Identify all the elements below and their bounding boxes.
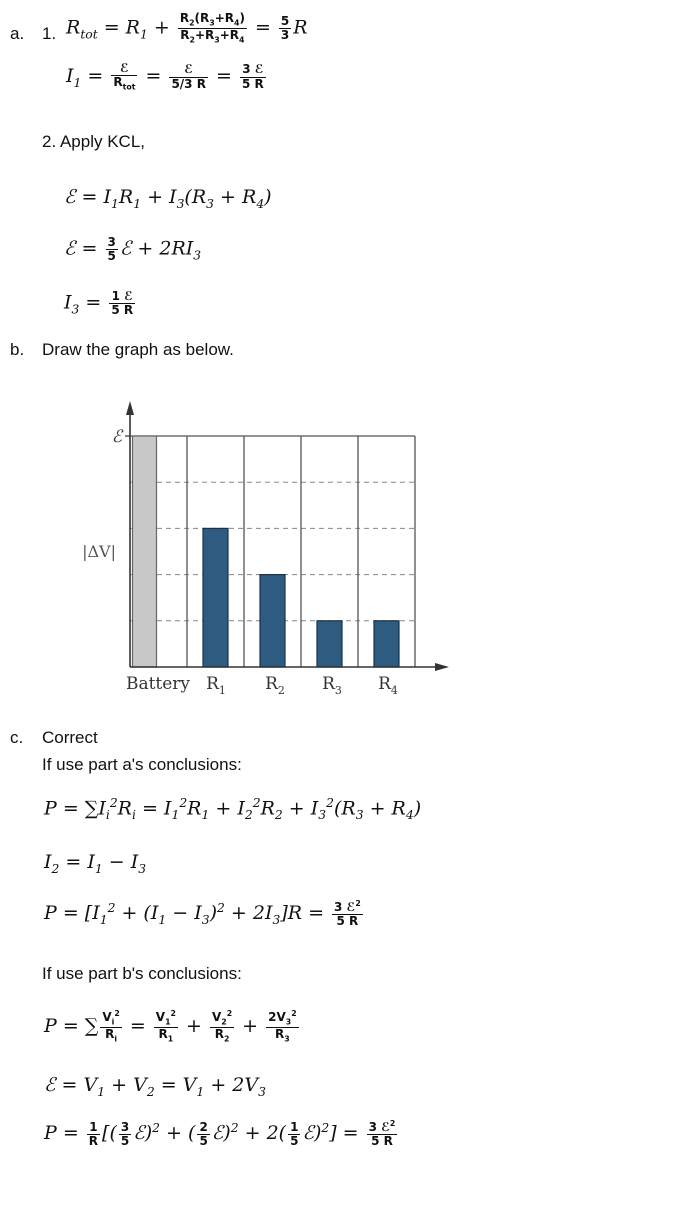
equation-power-sum: $P = \sum I_i^2R_i = I_1^2R_1 + I_2^2R_2 + I_3^2(R_3 + R_4)$ [44,796,422,823]
part-c-if-a: If use part a's conclusions: [42,755,242,774]
equation-power-a: $P = [I_1^2 + (I_1 - I_3)^2 + 2I_3]R$ = $\frac{3 ℰ^2}{5 R}$ [44,899,361,929]
equation-power-b: P = $\frac{1}{R}$ [( $\frac{3}{5}$ ℰ)$^2$ + ( $\frac{2}{5}$ ℰ)$^2$ + 2( $\frac{1}{5}$ ℰ)$^2$] = $\frac{3 ℰ^2}{5 R}$ [44,1119,396,1149]
bar-r3 [317,621,342,667]
x-label-r1: $R_1$ [206,674,226,697]
step-2-text: 2. Apply KCL, [42,132,146,151]
equation-kcl-2: ℰ = $\frac{3}{5}$ ℰ + $2RI_3$ [64,235,202,264]
equation-i1: $I_1$ = $\frac{\text{ℰ}}{R_{tot}}$ = $\frac{\text{ℰ}}{5/3 R}$ = $\frac{\text{3 ℰ}}{5 R}$ [66,61,264,92]
part-c-if-b: If use part b's conclusions: [42,964,242,983]
part-b-text: Draw the graph as below. [42,340,234,359]
equation-power-v: P = ∑ $\frac{V_i^2}{R_i}$ = $\frac{V_1^2}{R_1}$ + $\frac{V_2^2}{R_2}$ + $\frac{2V_3^2}{R_3}$ [44,1009,297,1044]
part-b-marker: b. [10,340,25,359]
x-label-r4: $R_4$ [378,674,398,697]
part-c-marker: c. [10,728,24,747]
equation-kcl-1: ℰ = $I_1R_1 + I_3(R_3 + R_4)$ [64,186,272,211]
step-1-marker: 1. [42,24,57,43]
bar-battery [133,436,157,667]
equation-i3: $I_3$ = $\frac{\text{1 ℰ}}{5 R}$ [64,289,134,318]
y-tick-delta-v: |ΔV| [82,542,116,561]
part-c-correct: Correct [42,728,98,747]
y-tick-emf: ℰ [111,427,122,447]
bar-r2 [260,575,285,667]
voltage-bar-chart [60,395,460,705]
bar-r1 [203,528,228,667]
equation-rtot: $R_{tot} = R_1$ + $\frac{R_2(R_3+R_4)}{R_2+R_3+R_4}$ = $\frac{5}{3}$ R [66,11,308,45]
equation-i2: $I_2 = I_1 - I_3$ [44,851,147,876]
x-label-r3: $R_3$ [322,674,342,697]
x-label-r2: $R_2$ [265,674,285,697]
x-label-battery: Battery [125,674,191,694]
bar-r4 [374,621,399,667]
part-a-marker: a. [10,24,25,43]
equation-voltage-sum: ℰ = $V_1 + V_2 = V_1 + 2V_3$ [44,1074,266,1099]
x-axis-arrow [435,663,449,671]
y-axis-arrow [126,401,134,415]
